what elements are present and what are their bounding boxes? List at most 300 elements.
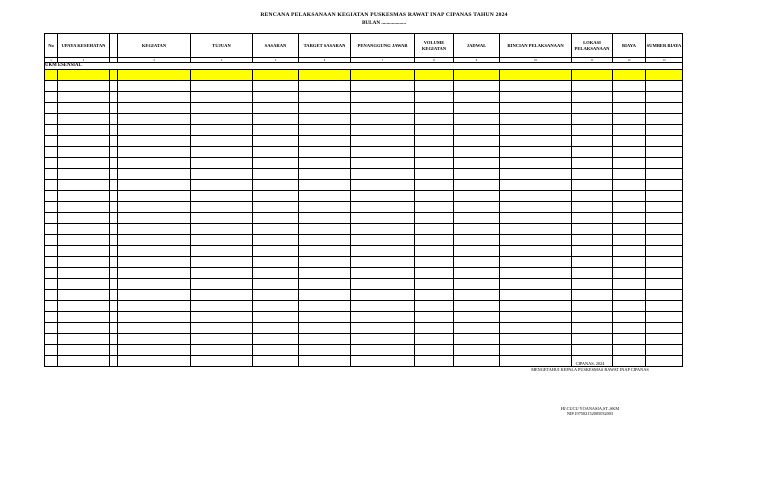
table-cell [613,235,646,246]
column-number: 1 [45,58,58,63]
table-cell [191,191,253,202]
table-cell [500,202,572,213]
table-cell [118,345,191,356]
column-number: 12 [613,58,646,63]
table-cell [572,158,613,169]
table-cell [299,158,351,169]
table-cell [415,257,454,268]
table-cell [351,246,415,257]
table-cell [454,356,500,367]
table-cell [351,169,415,180]
table-cell [572,191,613,202]
column-number: 7 [351,58,415,63]
column-number: 3 [118,58,191,63]
table-cell [58,290,110,301]
header-penanggung-jawab: PENANGGUNG JAWAB [351,34,415,58]
table-cell [191,213,253,224]
table-cell [118,191,191,202]
table-cell [454,103,500,114]
header-volume-kegiatan: VOLUME KEGIATAN [415,34,454,58]
table-cell [253,268,299,279]
table-cell [572,268,613,279]
table-cell [110,169,118,180]
table-cell [500,158,572,169]
table-cell [191,268,253,279]
table-cell [299,279,351,290]
table-cell [646,213,683,224]
table-cell [45,202,58,213]
column-number: 6 [299,58,351,63]
table-cell [572,114,613,125]
table-cell [454,257,500,268]
table-cell [646,103,683,114]
table-cell [500,103,572,114]
table-cell [351,114,415,125]
table-cell [191,180,253,191]
table-cell [191,312,253,323]
table-row [45,224,683,235]
table-cell [191,114,253,125]
table-cell [58,125,110,136]
table-cell [110,103,118,114]
table-cell [351,81,415,92]
table-cell [110,301,118,312]
table-cell [572,279,613,290]
table-cell [253,323,299,334]
table-cell [191,202,253,213]
table-cell [572,246,613,257]
table-cell [253,301,299,312]
table-cell [299,235,351,246]
table-cell [58,92,110,103]
table-cell [299,246,351,257]
column-number: 10 [500,58,572,63]
table-cell [45,356,58,367]
table-cell [191,356,253,367]
table-cell [45,224,58,235]
table-cell [613,202,646,213]
table-cell [500,81,572,92]
table-cell [118,169,191,180]
table-cell [253,290,299,301]
table-cell [351,334,415,345]
table-cell [572,312,613,323]
table-cell [191,103,253,114]
table-cell [110,334,118,345]
table-cell [454,290,500,301]
table-cell [191,323,253,334]
table-cell [110,147,118,158]
table-cell [572,169,613,180]
table-cell [299,136,351,147]
table-row [45,103,683,114]
table-cell [58,268,110,279]
table-cell [415,191,454,202]
table-cell [253,169,299,180]
table-cell [500,279,572,290]
table-cell [646,334,683,345]
table-cell [191,279,253,290]
table-cell [500,312,572,323]
table-cell [415,158,454,169]
table-cell [45,257,58,268]
header-sasaran: SASARAN [253,34,299,58]
table-cell [118,290,191,301]
table-row [45,334,683,345]
table-cell [45,158,58,169]
signature-name: HJ.CUCU YOANASIA,ST.,SKM [560,406,620,411]
table-cell [572,301,613,312]
table-cell [351,125,415,136]
table-row [45,147,683,158]
table-cell [572,81,613,92]
table-cell [58,235,110,246]
table-cell [646,180,683,191]
table-row [45,125,683,136]
table-row [45,81,683,92]
table-cell [500,301,572,312]
table-cell [454,92,500,103]
table-cell [45,246,58,257]
table-cell [110,235,118,246]
section-label: UKM ESENSIAL [45,63,118,70]
table-cell [454,81,500,92]
table-cell [572,345,613,356]
table-cell [45,323,58,334]
table-cell [646,81,683,92]
header-spacer [110,34,118,58]
table-row [45,213,683,224]
table-cell [646,191,683,202]
table-cell [415,301,454,312]
table-cell [351,290,415,301]
table-cell [613,169,646,180]
table-cell [191,345,253,356]
table-cell [646,147,683,158]
table-cell [646,114,683,125]
table-cell [646,279,683,290]
document-title: RENCANA PELAKSANAAN KEGIATAN PUSKESMAS RAWAT INAP CIPANAS TAHUN 2024 [260,12,508,18]
table-cell [110,213,118,224]
table-cell [613,268,646,279]
table-cell [351,180,415,191]
table-cell [454,334,500,345]
table-cell [58,312,110,323]
table-cell [454,136,500,147]
table-cell [58,158,110,169]
table-cell [110,257,118,268]
table-cell [351,92,415,103]
table-cell [58,81,110,92]
table-cell [45,290,58,301]
table-cell [191,246,253,257]
table-cell [415,202,454,213]
table-cell [500,213,572,224]
table-cell [58,191,110,202]
table-row [45,92,683,103]
table-cell [646,345,683,356]
table-cell [191,92,253,103]
header-jadwal: JADWAL [454,34,500,58]
table-row [45,235,683,246]
table-cell [415,345,454,356]
table-cell [253,213,299,224]
table-cell [45,312,58,323]
table-cell [253,191,299,202]
table-cell [191,169,253,180]
table-cell [191,125,253,136]
table-cell [572,202,613,213]
table-cell [118,323,191,334]
table-cell [613,213,646,224]
table-cell [454,169,500,180]
table-cell [253,147,299,158]
table-cell [253,345,299,356]
table-cell [572,224,613,235]
table-cell [454,114,500,125]
table-row [45,136,683,147]
table-cell [646,246,683,257]
table-cell [572,147,613,158]
table-cell [351,158,415,169]
table-cell [500,334,572,345]
table-cell [191,235,253,246]
table-cell [415,356,454,367]
table-cell [454,268,500,279]
table-cell [45,81,58,92]
table-cell [118,114,191,125]
table-cell [572,235,613,246]
signature-nip: NIP.197502152005032003 [566,411,614,416]
table-cell [572,323,613,334]
table-cell [454,191,500,202]
table-cell [45,147,58,158]
table-cell [299,268,351,279]
table-cell [299,81,351,92]
table-cell [454,180,500,191]
table-cell [118,224,191,235]
highlighted-row [45,70,683,81]
table-cell [253,224,299,235]
table-cell [351,345,415,356]
table-cell [415,103,454,114]
table-cell [58,279,110,290]
table-cell [118,235,191,246]
table-cell [118,147,191,158]
table-cell [613,301,646,312]
table-cell [572,257,613,268]
table-cell [351,191,415,202]
table-cell [646,136,683,147]
table-cell [500,268,572,279]
table-cell [110,202,118,213]
table-cell [45,345,58,356]
table-cell [500,136,572,147]
column-number: 2 [58,58,110,63]
table-cell [454,301,500,312]
table-row [45,158,683,169]
table-cell [454,279,500,290]
table-cell [110,356,118,367]
table-cell [253,81,299,92]
table-cell [253,235,299,246]
table-cell [299,257,351,268]
table-cell [299,114,351,125]
table-cell [415,290,454,301]
table-cell [58,323,110,334]
table-cell [58,356,110,367]
table-cell [351,202,415,213]
table-cell [110,125,118,136]
table-row [45,290,683,301]
table-cell [646,323,683,334]
table-cell [572,290,613,301]
table-row [45,257,683,268]
table-cell [415,323,454,334]
table-cell [118,158,191,169]
table-cell [500,323,572,334]
table-cell [118,246,191,257]
table-cell [351,323,415,334]
table-cell [253,356,299,367]
plan-table [44,33,683,367]
table-cell [118,257,191,268]
table-cell [58,103,110,114]
column-number: 4 [191,58,253,63]
table-cell [454,235,500,246]
table-cell [572,136,613,147]
column-number: 8 [415,58,454,63]
table-cell [613,257,646,268]
table-cell [613,224,646,235]
table-cell [58,180,110,191]
section-filler [118,63,683,70]
table-cell [613,323,646,334]
table-cell [646,356,683,367]
table-cell [191,136,253,147]
table-row [45,202,683,213]
table-cell [613,345,646,356]
table-cell [110,312,118,323]
table-cell [110,323,118,334]
table-cell [415,169,454,180]
table-cell [58,334,110,345]
table-cell [415,81,454,92]
column-number: 11 [572,58,613,63]
table-row [45,246,683,257]
table-cell [613,125,646,136]
table-cell [299,180,351,191]
table-cell [110,224,118,235]
table-row [45,301,683,312]
table-cell [118,268,191,279]
table-cell [646,268,683,279]
table-cell [613,279,646,290]
header-lokasi-pelaksanaan: LOKASI PELAKSANAAN [572,34,613,58]
table-cell [58,114,110,125]
header-tujuan: TUJUAN [191,34,253,58]
table-cell [110,92,118,103]
table-cell [351,257,415,268]
table-cell [45,180,58,191]
table-cell [646,290,683,301]
table-cell [110,114,118,125]
table-cell [572,92,613,103]
table-cell [351,213,415,224]
table-cell [646,312,683,323]
table-cell [646,224,683,235]
table-cell [500,92,572,103]
table-cell [58,224,110,235]
table-cell [415,235,454,246]
table-cell [646,125,683,136]
table-cell [110,279,118,290]
table-cell [415,114,454,125]
table-cell [500,345,572,356]
table-row [45,279,683,290]
table-cell [58,301,110,312]
table-cell [118,279,191,290]
table-cell [613,334,646,345]
table-cell [110,158,118,169]
table-cell [118,356,191,367]
header-no: No [45,34,58,58]
table-cell [351,147,415,158]
table-cell [415,334,454,345]
table-cell [415,246,454,257]
table-cell [58,213,110,224]
table-cell [299,92,351,103]
table-cell [415,92,454,103]
table-cell [118,81,191,92]
table-cell [613,158,646,169]
table-cell [415,312,454,323]
table-cell [351,103,415,114]
signature-place-date: CIPANAS, 2024 [575,361,605,366]
table-cell [454,158,500,169]
table-cell [351,279,415,290]
table-cell [415,180,454,191]
table-cell [415,224,454,235]
table-cell [572,213,613,224]
table-cell [572,125,613,136]
table-cell [351,301,415,312]
table-cell [253,334,299,345]
column-number: 13 [646,58,683,63]
table-cell [646,301,683,312]
table-cell [454,147,500,158]
table-cell [191,334,253,345]
table-cell [454,345,500,356]
header-row [45,34,683,58]
table-cell [191,290,253,301]
table-cell [572,180,613,191]
section-row [45,63,683,70]
table-cell [118,103,191,114]
table-cell [646,158,683,169]
table-cell [45,268,58,279]
table-cell [118,334,191,345]
table-cell [45,169,58,180]
table-cell [191,147,253,158]
table-cell [299,334,351,345]
table-cell [110,290,118,301]
table-cell [110,136,118,147]
table-cell [646,169,683,180]
table-cell [118,312,191,323]
table-cell [191,257,253,268]
table-cell [299,356,351,367]
